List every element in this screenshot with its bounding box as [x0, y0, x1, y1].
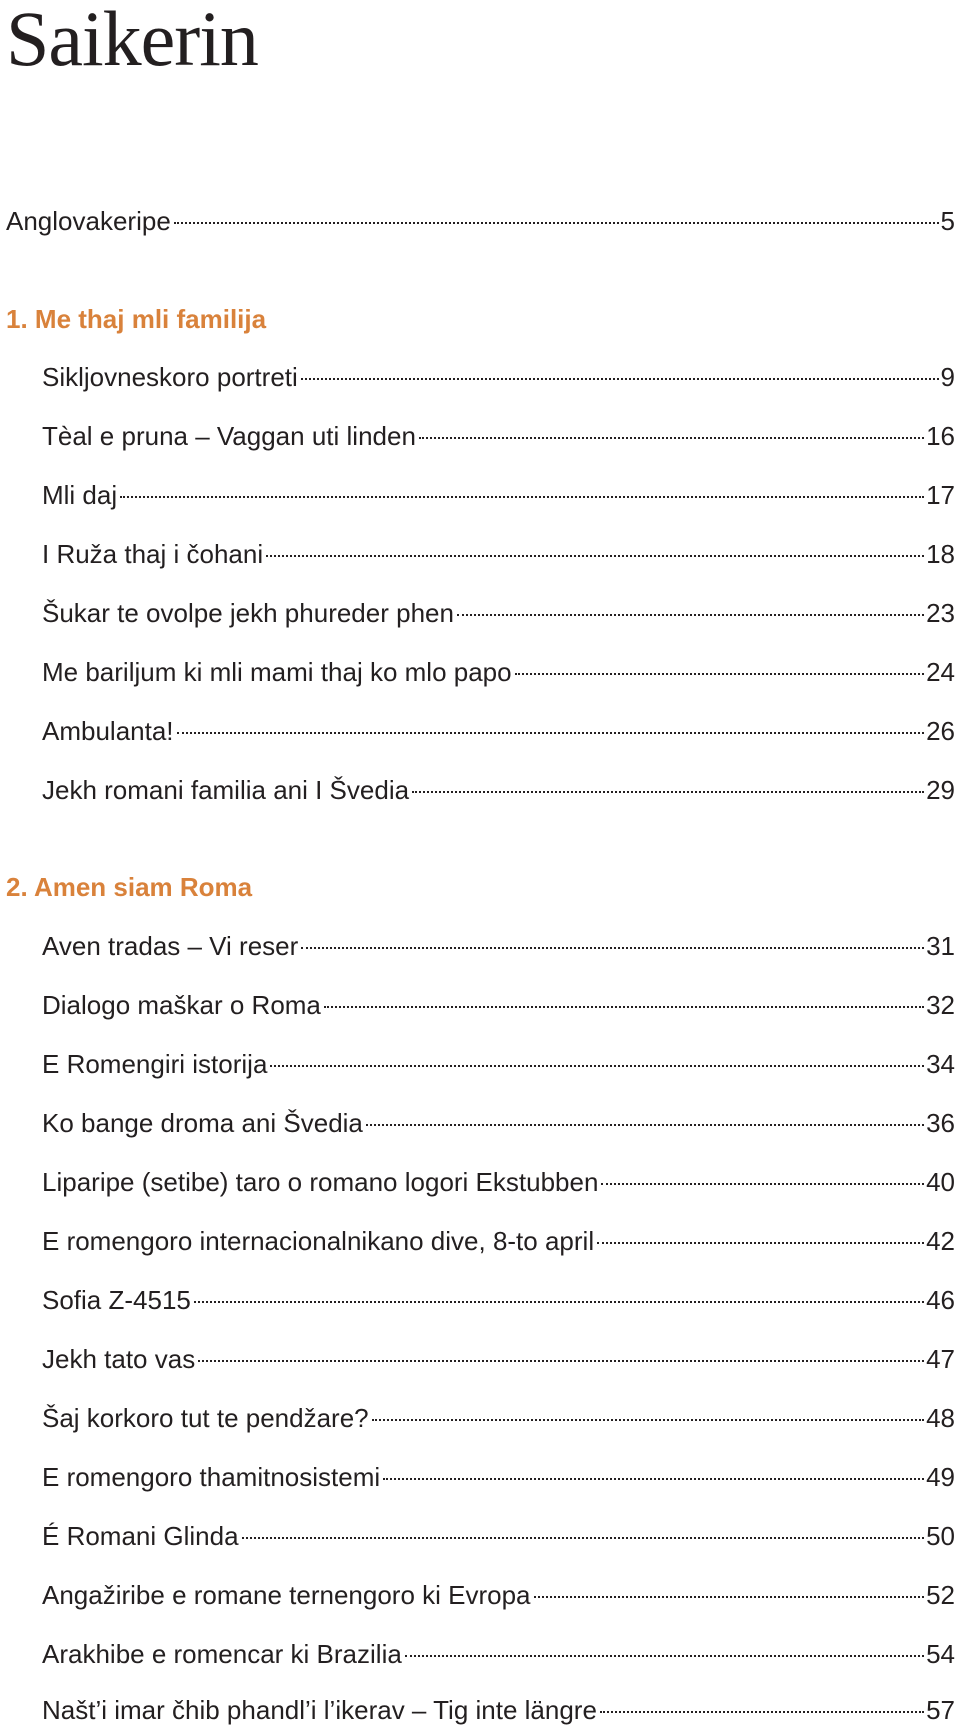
toc-entry[interactable] [42, 1224, 955, 1258]
toc-entry-page: 42 [926, 1226, 955, 1256]
toc-entry[interactable] [42, 1342, 955, 1376]
toc-entry-page: 52 [926, 1580, 955, 1610]
dot-leader [120, 496, 924, 498]
dot-leader [324, 1006, 924, 1008]
toc-entry-label: E Romengiri istorija [42, 1049, 268, 1079]
toc-entry-page: 31 [926, 931, 955, 961]
toc-entry-label: Aven tradas – Vi reser [42, 931, 299, 961]
toc-entry-label: Tèal e pruna – Vaggan uti linden [42, 421, 416, 451]
dot-leader [405, 1655, 924, 1657]
toc-entry-label: I Ruža thaj i čohani [42, 539, 264, 569]
toc-entry-label: Šaj korkoro tut te pendžare? [42, 1403, 369, 1433]
toc-entry-page: 34 [926, 1049, 955, 1079]
toc-entry[interactable] [42, 1106, 955, 1140]
dot-leader [372, 1419, 924, 1421]
toc-entry[interactable] [42, 360, 955, 394]
toc-entry-label: Našt’i imar čhib phandl’i l’ikerav – Tig inte längre [42, 1695, 597, 1725]
dot-leader [515, 673, 924, 675]
toc-entry-page: 48 [926, 1403, 955, 1433]
toc-entry-page: 50 [926, 1521, 955, 1551]
dot-leader [419, 437, 924, 439]
toc-entry[interactable] [42, 1283, 955, 1317]
toc-entry-label: Anglovakeripe [6, 206, 171, 236]
toc-entry-label: Sofia Z-4515 [42, 1285, 191, 1315]
toc-entry-label: Ambulanta! [42, 716, 174, 746]
toc-entry[interactable] [42, 1047, 955, 1081]
toc-entry-page: 26 [926, 716, 955, 746]
toc-entry[interactable] [42, 1693, 955, 1727]
toc-entry-page: 17 [926, 480, 955, 510]
toc-entry[interactable] [42, 1637, 955, 1671]
toc-entry-page: 32 [926, 990, 955, 1020]
dot-leader [174, 222, 939, 224]
toc-entry-label: Arakhibe e romencar ki Brazilia [42, 1639, 402, 1669]
toc-entry[interactable] [42, 419, 955, 453]
toc-entry-page: 9 [940, 362, 955, 392]
dot-leader [177, 732, 925, 734]
toc-entry-label: Dialogo maškar o Roma [42, 990, 321, 1020]
toc-entry[interactable] [42, 988, 955, 1022]
dot-leader [194, 1301, 924, 1303]
dot-leader [198, 1360, 924, 1362]
dot-leader [601, 1183, 924, 1185]
toc-entry-page: 57 [926, 1695, 955, 1725]
toc-entry-label: Mli daj [42, 480, 118, 510]
toc-entry-page: 24 [926, 657, 955, 687]
toc-entry-page: 18 [926, 539, 955, 569]
toc-entry-page: 49 [926, 1462, 955, 1492]
page-title: Saikerin [6, 0, 258, 82]
toc-entry[interactable] [42, 714, 955, 748]
dot-leader [600, 1711, 924, 1713]
toc-entry[interactable] [42, 596, 955, 630]
toc-entry-label: Angažiribe e romane ternengoro ki Evropa [42, 1580, 531, 1610]
section-heading-2: 2. Amen siam Roma [6, 872, 253, 902]
toc-entry-page: 16 [926, 421, 955, 451]
toc-entry-label: Ko bange droma ani Švedia [42, 1108, 363, 1138]
toc-entry-label: Jekh romani familia ani I Švedia [42, 775, 410, 805]
toc-entry-page: 40 [926, 1167, 955, 1197]
toc-entry[interactable] [42, 1460, 955, 1494]
dot-leader [266, 555, 924, 557]
toc-entry-label: É Romani Glinda [42, 1521, 239, 1551]
toc-entry[interactable] [42, 1519, 955, 1553]
dot-leader [366, 1124, 924, 1126]
dot-leader [301, 378, 939, 380]
toc-entry[interactable] [42, 655, 955, 689]
toc-entry-label: Me bariljum ki mli mami thaj ko mlo papo [42, 657, 512, 687]
toc-entry[interactable] [42, 537, 955, 571]
toc-entry-page: 23 [926, 598, 955, 628]
toc-entry-page: 36 [926, 1108, 955, 1138]
toc-entry-page: 5 [940, 206, 955, 236]
toc-entry[interactable] [42, 1401, 955, 1435]
dot-leader [301, 947, 924, 949]
toc-entry-label: E romengoro internacionalnikano dive, 8-to april [42, 1226, 595, 1256]
toc-entry[interactable] [42, 773, 955, 807]
toc-entry-page: 46 [926, 1285, 955, 1315]
toc-entry-label: Jekh tato vas [42, 1344, 196, 1374]
toc-entry-intro[interactable] [6, 204, 955, 238]
toc-entry[interactable] [42, 1165, 955, 1199]
toc-entry-page: 54 [926, 1639, 955, 1669]
dot-leader [412, 791, 924, 793]
section-heading-1: 1. Me thaj mli familija [6, 304, 267, 334]
dot-leader [597, 1242, 924, 1244]
toc-entry[interactable] [42, 929, 955, 963]
toc-entry-page: 47 [926, 1344, 955, 1374]
toc-entry-label: E romengoro thamitnosistemi [42, 1462, 381, 1492]
toc-entry-label: Liparipe (setibe) taro o romano logori Ekstubben [42, 1167, 599, 1197]
dot-leader [242, 1537, 925, 1539]
toc-entry[interactable] [42, 1578, 955, 1612]
toc-entry-page: 29 [926, 775, 955, 805]
toc-entry-label: Šukar te ovolpe jekh phureder phen [42, 598, 454, 628]
toc-entry-label: Sikljovneskoro portreti [42, 362, 298, 392]
dot-leader [457, 614, 924, 616]
toc-entry[interactable] [42, 478, 955, 512]
dot-leader [383, 1478, 924, 1480]
dot-leader [270, 1065, 924, 1067]
dot-leader [534, 1596, 925, 1598]
